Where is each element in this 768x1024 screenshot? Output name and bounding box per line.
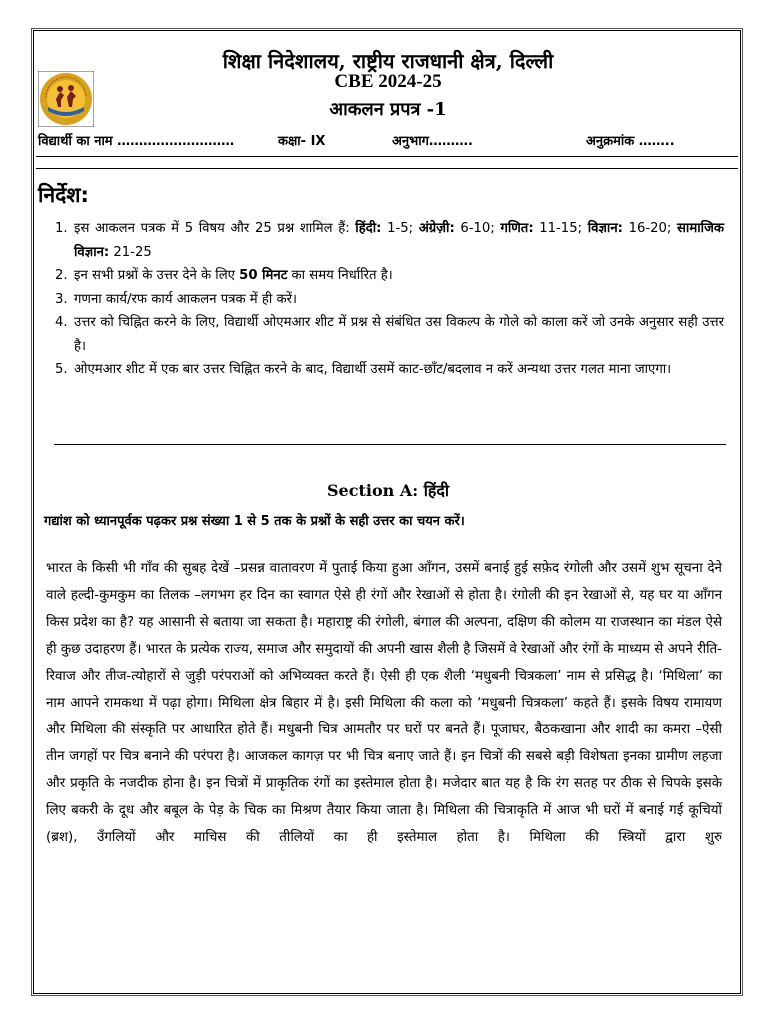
instruction-item: 5. ओएमआर शीट में एक बार उत्तर चिह्नित करने के बाद, विद्यार्थी उसमें काट-छाँट/बदलाव न करें अन्यथा उत्तर गलत माना जाएगा।: [55, 362, 672, 377]
instructions-heading: निर्देश:: [38, 183, 89, 207]
instruction-item: 3. गणना कार्य/रफ कार्य आकलन पत्रक में ही करें।: [55, 291, 298, 307]
instructions-list: [34, 217, 742, 382]
class-label: कक्षा- IX: [278, 134, 326, 149]
divider-line: [54, 444, 726, 445]
exam-code: CBE 2024-25: [334, 71, 442, 92]
section-instruction: गद्यांश को ध्यानपूर्वक पढ़कर प्रश्न संख्या 1 से 5 तक के प्रश्नों के सही उत्तर का चयन करें।: [44, 514, 465, 529]
instruction-item: 4. उत्तर को चिह्नित करने के लिए, विद्यार्थी ओएमआर शीट में प्रश्न से संबंधित उस विकल्प के गोले को काला करें जो उनके अनुसार सही उत्तर है।: [55, 315, 724, 354]
student-info-row: [34, 131, 742, 151]
roll-number-field[interactable]: अनुक्रमांक ……..: [586, 134, 675, 149]
section-field[interactable]: अनुभाग……….: [392, 134, 473, 149]
divider-line: [36, 156, 738, 157]
page-frame: [33, 30, 741, 994]
student-name-field[interactable]: विद्यार्थी का नाम ………………………: [38, 134, 235, 149]
directorate-title: शिक्षा निदेशालय, राष्ट्रीय राजधानी क्षेत्र, दिल्ली: [222, 49, 554, 73]
section-title: Section A: हिंदी: [327, 481, 449, 500]
divider-line: [36, 168, 738, 169]
instruction-item: 2. इन सभी प्रश्नों के उत्तर देने के लिए 50 मिनट का समय निर्धारित है।: [55, 268, 393, 283]
paper-title: आकलन प्रपत्र -1: [329, 99, 447, 120]
reading-passage: भारत के किसी भी गाँव की सुबह देखें –प्रसन्न वातावरण में पुताई किया हुआ आँगन, उसमें बनाई हुई सफ़ेद रंगोली और उसमें शुभ सूचना देने वाले हल्दी-कुमकुम का तिलक –लगभग हर दिन का स्वागत ऐसे ही रंगों और रेखाओं से होता है। रंगोली की इन रेखाओं से, यह घर या आँगन किस प्रदेश का है? यह आसानी से बताया जा सकता है। महाराष्ट्र की रंगोली, बंगाल की अल्पना, दक्षिण की कोलम या राजस्थान का मंडल ऐसे ही कुछ उदाहरण हैं। भारत के प्रत्येक राज्य, समाज और समुदायों की अपनी खास शैली है जिसमें वे रेखाओं और रंगों के माध्यम से अपने रीति-रिवाज और तीज-त्योहारों से जुड़ी परंपराओं को अभिव्यक्त करते हैं। ऐसी ही एक शैली ‘मधुबनी चित्रकला’ नाम से प्रसिद्ध है। ‘मिथिला’ का नाम आपने रामकथा में पढ़ा होगा। मिथिला क्षेत्र बिहार में है। इसी मिथिला की कला को ‘मधुबनी चित्रकला’ कहते हैं। इसके विषय रामायण और मिथिला की संस्कृति पर आधारित होते हैं। मधुबनी चित्र आमतौर पर घरों पर बनते हैं। पूजाघर, बैठकखाना और शादी का कमरा –ऐसी तीन जगहों पर चित्र बनाने की परंपरा है। आजकल कागज़ पर भी चित्र बनाए जाते हैं। इन चित्रों की सबसे बड़ी विशेषता इनका ग्रामीण लहजा और प्रकृति के नजदीक होना है। इन चित्रों में प्राकृतिक रंगों का इस्तेमाल होता है। मजेदार बात यह है कि रंग सतह पर ठीक से चिपके इसके लिए बकरी के दूध और बबूल के पेड़ के चिक का मिश्रण तैयार किया जाता है। मिथिला की चित्राकृति में आज भी घरों में बनाई गई कूचियों (ब्रश), उँगलियों और माचिस की तीलियों का ही इस्तेमाल होता है। मिथिला की स्त्रियों द्वारा शुरु: [46, 561, 723, 846]
instruction-item: 1. इस आकलन पत्रक में 5 विषय और 25 प्रश्न शामिल हैं: हिंदी: 1-5; अंग्रेज़ी: 6-10; गणित: 11-15; विज्ञान: 16-20; सामाजिक विज्ञान: 21-25: [55, 221, 724, 260]
